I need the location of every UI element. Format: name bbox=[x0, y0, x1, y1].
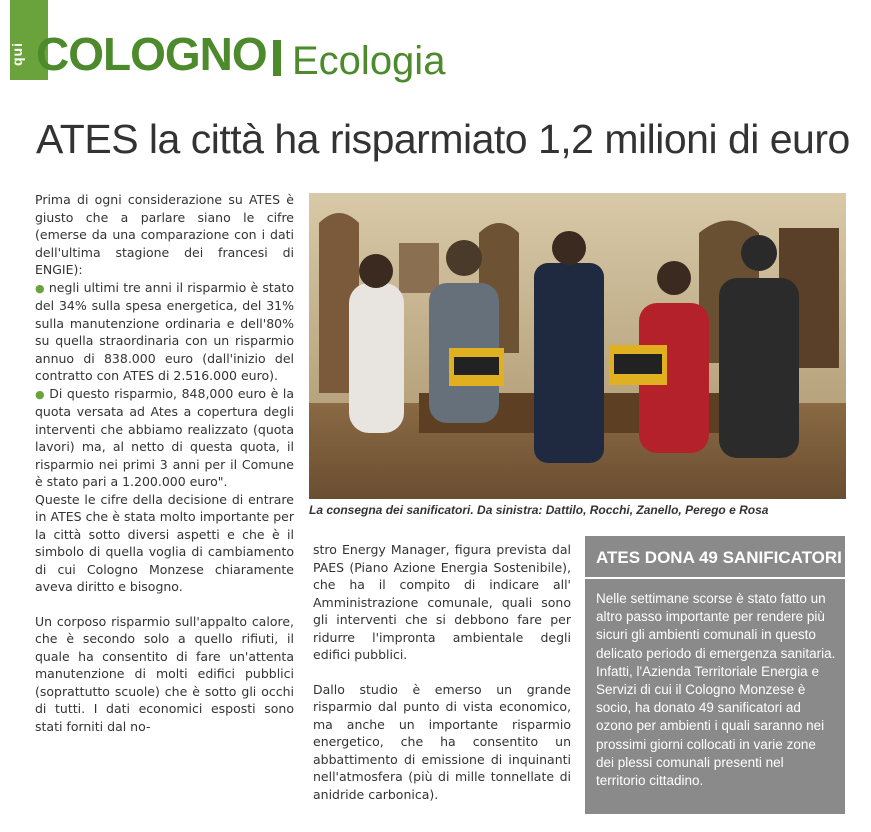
article-bullet-1: ● negli ultimi tre anni il risparmio è stato del 34% sulla spesa energetica, del 31% sulla manutenzione ordinaria e dell'80% su quella straordinaria con un risparmio annuo di 838.000 euro (dall'inizio del contratto con ATES di 2.516.000 euro). bbox=[35, 279, 294, 383]
masthead-section: Ecologia bbox=[292, 39, 446, 83]
bullet-icon: ● bbox=[35, 387, 46, 401]
sidebar-body bbox=[596, 590, 836, 790]
masthead-title: COLOGNO bbox=[36, 28, 267, 80]
article-column-2 bbox=[313, 541, 571, 803]
masthead-separator bbox=[273, 40, 281, 76]
sidebar-title: ATES DONA 49 SANIFICATORI bbox=[596, 548, 842, 567]
article-column-1 bbox=[35, 191, 294, 735]
article-paragraph: Queste le cifre della decisione di entrare in ATES che è stata molto importante per la città sotto diversi aspetti e che è il simbolo di quella voglia di cambiamento di cui Cologno Monzese chiaramente aveva diritto e bisogno. bbox=[35, 491, 294, 594]
article-paragraph: stro Energy Manager, figura prevista dal PAES (Piano Azione Energia Sostenibile), che ha il compito di indicare all' Amministrazione comunale, quali sono gli interventi che si debbono fare per ridurre l'impronta ambientale degli edifici pubblici. bbox=[313, 542, 571, 662]
article-paragraph: Dallo studio è emerso un grande risparmio dal punto di vista economico, ma anche un importante risparmio energetico, che ha consentito un abbattimento di emissione di inquinanti nell'atmosfera (più di mille tonnellate di anidride carbonica). bbox=[313, 681, 571, 802]
bullet-icon: ● bbox=[35, 281, 45, 295]
masthead-qui: qui bbox=[9, 42, 25, 66]
sidebar-divider bbox=[585, 577, 845, 579]
article-intro: Prima di ogni considerazione su ATES è giusto che a parlare siano le cifre (emerse da una comparazione con i dati dell'ultima stagione dei francesi di ENGIE): bbox=[35, 192, 294, 277]
photo-sanitizer-handover bbox=[309, 193, 846, 499]
article-bullet-2: ● Di questo risparmio, 848,000 euro è la quota versata ad Ates a copertura degli interventi che abbiamo realizzato (quota lavori) ma, al netto di questa quota, il risparmio nei primi 3 anni per il Comune è stato pari a 1.200.000 euro". bbox=[35, 385, 294, 489]
article-headline: ATES la città ha risparmiato 1,2 milioni di euro bbox=[36, 116, 850, 162]
photo-caption: La consegna dei sanificatori. Da sinistra: Dattilo, Rocchi, Zanello, Perego e Rosa bbox=[309, 503, 769, 517]
sidebar-text: Nelle settimane scorse è stato fatto un altro passo importante per rendere più sicuri gli ambienti comunali in questo delicato periodo di emergenza sanitaria. Infatti, l'Azienda Territoriale Energia e Servizi di cui il Cologno Monzese è socio, ha donato 49 sanificatori ad ozono per ambienti i quali saranno nei prossimi giorni collocati in varie zone dei plessi comunali presenti nel territorio cittadino. bbox=[596, 591, 836, 789]
article-paragraph: Un corposo risparmio sull'appalto calore, che è secondo solo a quello rifiuti, il quale ha consentito di fare un'attenta manutenzione di molti edifici pubblici (soprattutto scuole) che è sotto gli occhi di tutti. I dati economici esposti sono stati forniti dal no- bbox=[35, 613, 294, 734]
